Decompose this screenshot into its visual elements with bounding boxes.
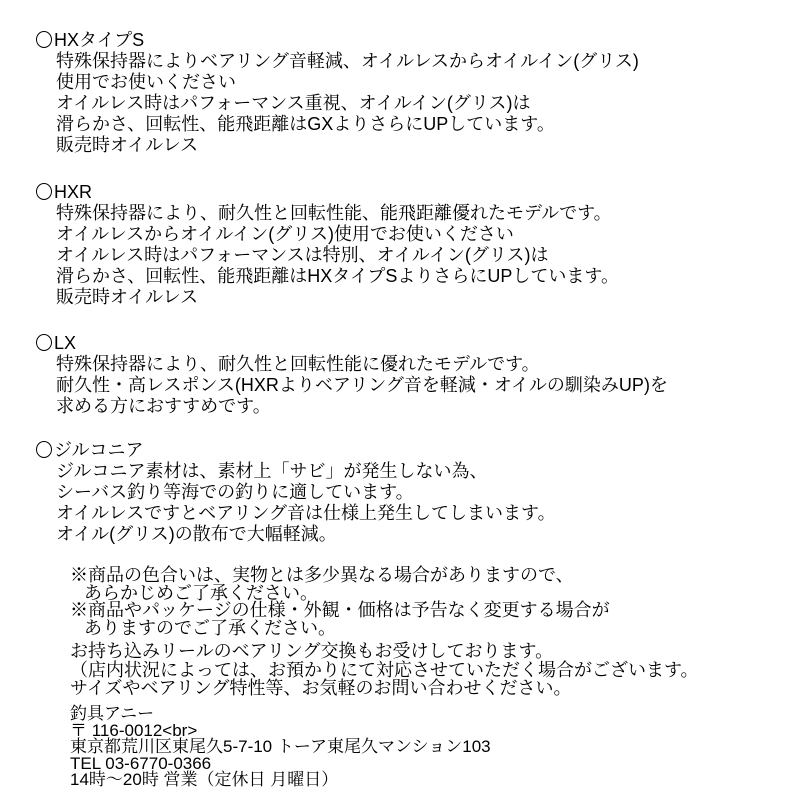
description-line: 販売時オイルレス — [56, 287, 199, 307]
description-line: オイルレス時はパフォーマンスは特別、オイルイン(グリス)は — [56, 245, 549, 265]
circle-bullet-icon — [36, 441, 52, 458]
model-heading — [36, 333, 796, 354]
model-name: HXR — [54, 182, 93, 202]
description-line: オイルレスからオイルイン(グリス)使用でお使いください — [56, 224, 514, 244]
description-line: ジルコニア素材は、素材上「サビ」が発生しない為、 — [56, 461, 488, 481]
note-line: ありますのでご了承ください。 — [84, 617, 336, 638]
note-line: ※商品やパッケージの仕様・外観・価格は予告なく変更する場合が — [70, 600, 610, 620]
circle-bullet-icon — [36, 334, 52, 351]
section-hx-type-s — [36, 30, 796, 156]
service-line: お持ち込みリールのベアリング交換もお受けしております。 — [70, 641, 554, 661]
circle-bullet-icon — [36, 183, 52, 200]
description-line: オイルレスですとベアリング音は仕様上発生してしまいます。 — [56, 503, 556, 523]
service-info — [70, 642, 790, 698]
section-lx — [36, 333, 796, 417]
model-name: LX — [54, 333, 77, 353]
description-line: 求める方におすすめです。 — [56, 396, 271, 416]
note-line: あらかじめご了承ください。 — [84, 582, 318, 603]
description-line: シーバス釣り等海での釣りに適しています。 — [56, 482, 414, 502]
model-name: HXタイプS — [54, 30, 145, 50]
shop-address: 東京都荒川区東尾久5-7-10 トーア東尾久マンション103 — [70, 737, 491, 756]
shop-phone: TEL 03-6770-0366 — [70, 753, 212, 773]
model-heading — [36, 182, 796, 203]
shop-name: 釣具アニー — [70, 704, 155, 723]
description-line: 特殊保持器により、耐久性と回転性能、能飛距離優れたモデルです。 — [56, 203, 612, 223]
description-line: 使用でお使いください — [56, 72, 236, 92]
note-line: ※商品の色合いは、実物とは多少異なる場合がありますので、 — [70, 565, 574, 585]
description-line: 滑らかさ、回転性、能飛距離はHXタイプSよりさらにUPしています。 — [56, 266, 619, 286]
description-line: 滑らかさ、回転性、能飛距離はGXよりさらにUPしています。 — [56, 114, 555, 134]
service-line: サイズやベアリング特性等、お気軽のお問い合わせください。 — [70, 678, 572, 698]
circle-bullet-icon — [36, 31, 52, 48]
model-heading — [36, 440, 796, 461]
description-line: 特殊保持器によりベアリング音軽減、オイルレスからオイルイン(グリス) — [56, 51, 639, 71]
model-name: ジルコニア — [54, 440, 144, 460]
description-line: 販売時オイルレス — [56, 135, 199, 155]
disclaimer-notes — [70, 567, 790, 637]
description-line: 特殊保持器により、耐久性と回転性能に優れたモデルです。 — [56, 354, 540, 374]
shop-info — [70, 706, 790, 789]
shop-hours: 14時～20時 営業（定休日 月曜日） — [70, 770, 339, 789]
model-heading — [36, 30, 796, 51]
section-zirconia — [36, 440, 796, 545]
section-hxr — [36, 182, 796, 308]
shop-postal-code: 〒 116-0012<br> — [70, 720, 198, 740]
description-line: オイル(グリス)の散布で大幅軽減。 — [56, 524, 337, 544]
description-line: 耐久性・高レスポンス(HXRよりベアリング音を軽減・オイルの馴染みUP)を — [56, 375, 668, 395]
description-line: オイルレス時はパフォーマンス重視、オイルイン(グリス)は — [56, 93, 531, 113]
service-line: （店内状況によっては、お預かりにて対応させていただく場合がございます。 — [70, 659, 699, 680]
